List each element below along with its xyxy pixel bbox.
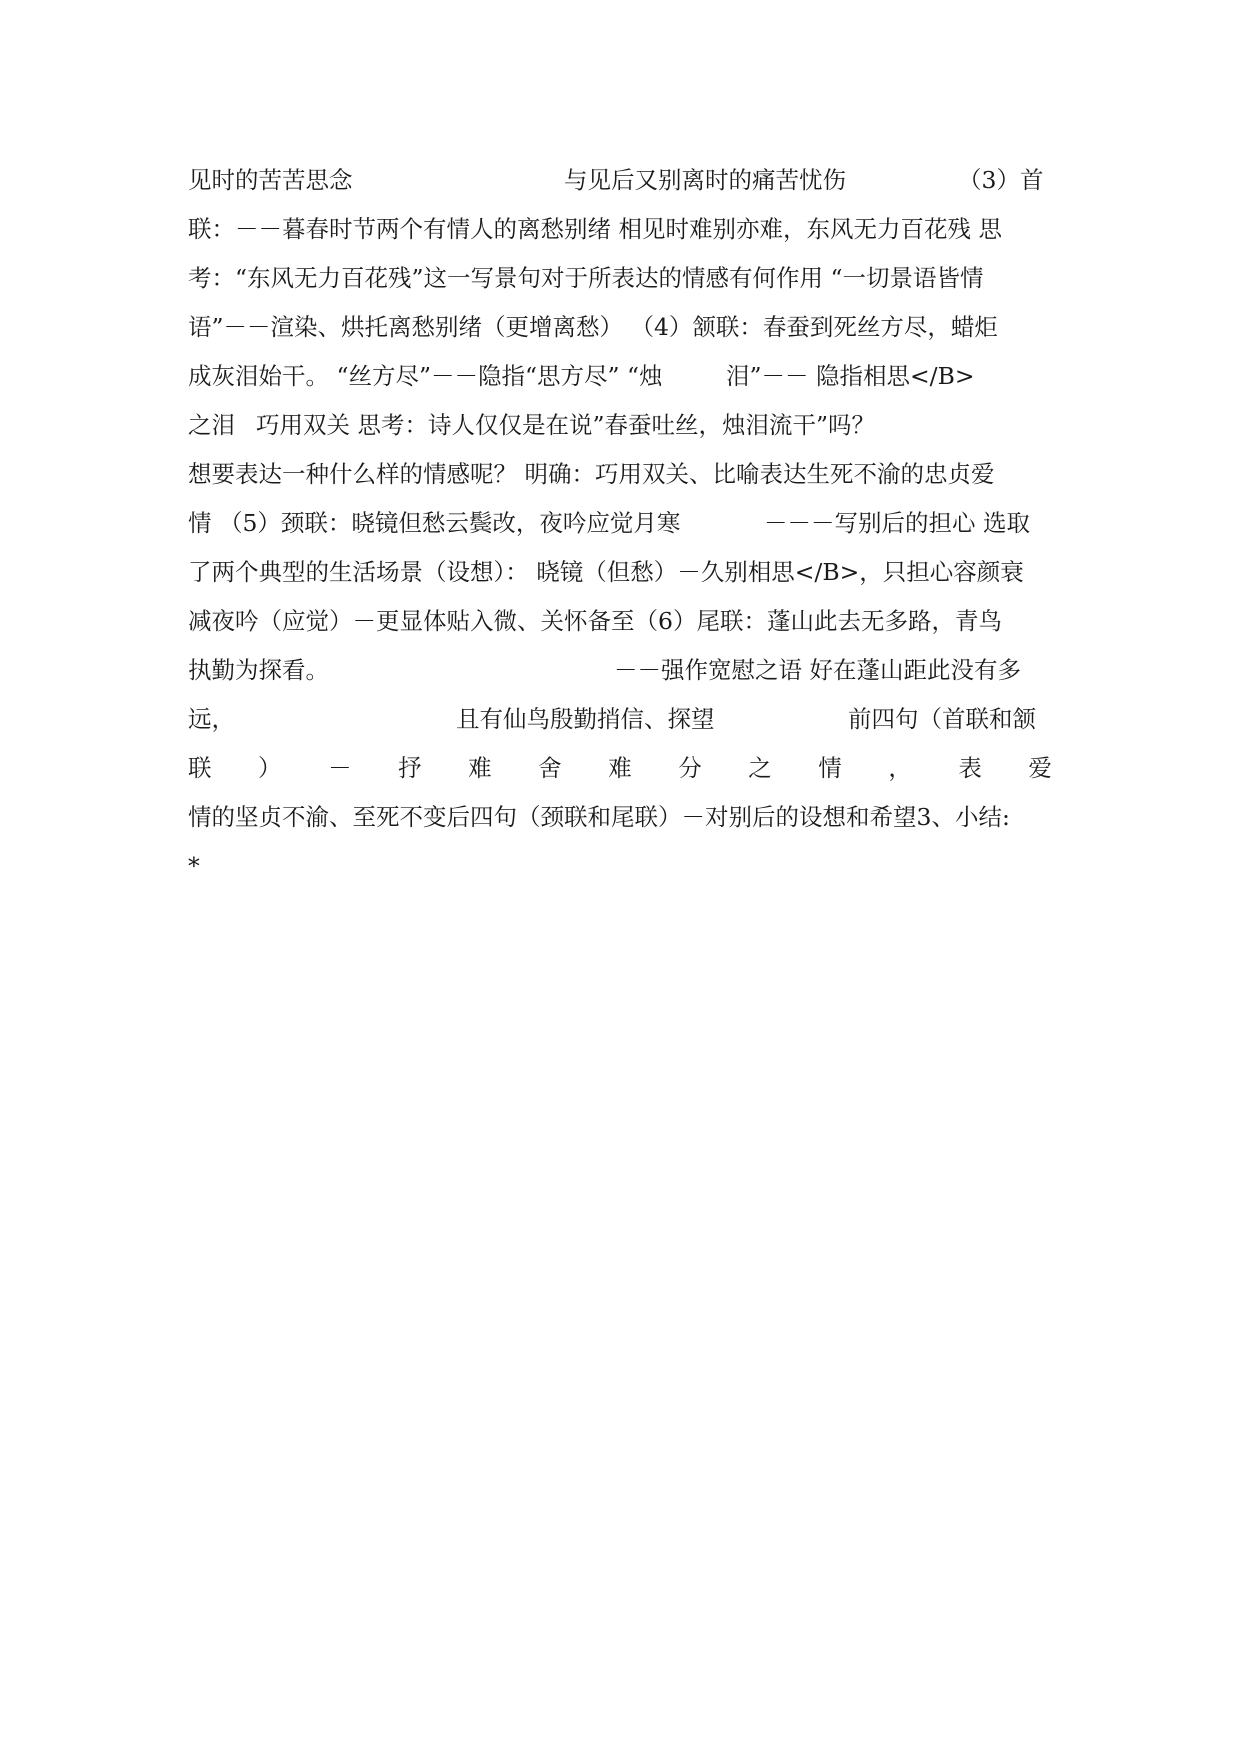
text-segment: 之泪 (188, 411, 235, 439)
text-segment: 执勤为探看。 (188, 656, 329, 684)
text-segment: 联 (188, 754, 212, 782)
text-segment: 联：－－暮春时节两个有情人的离愁别绪 相见时难别亦难，东风无力百花残 思 (188, 215, 1002, 243)
text-segment: 泪”－－ 隐指相思</B> (726, 362, 975, 390)
text-segment: 舍 (538, 754, 562, 782)
text-segment: 前四句（首联和颔 (848, 705, 1036, 733)
text-line-10 (188, 597, 1054, 646)
text-segment: 爱 (1028, 754, 1052, 782)
text-line-5 (188, 352, 1054, 401)
text-line-11 (188, 646, 1054, 695)
text-line-13 (188, 744, 1052, 793)
text-segment: 与见后又别离时的痛苦忧伤 (564, 166, 846, 194)
text-line-12 (188, 695, 1054, 744)
text-segment: 且有仙鸟殷勤捎信、探望 (456, 705, 715, 733)
text-segment: ， (888, 754, 912, 782)
text-segment: 见时的苦苦思念 (188, 166, 353, 194)
text-segment: 抒 (398, 754, 422, 782)
text-segment: 远， (188, 705, 235, 733)
text-line-8 (188, 499, 1054, 548)
text-segment: 巧用双关 思考：诗人仅仅是在说”春蚕吐丝，烛泪流干”吗？ (256, 411, 875, 439)
text-line-14 (188, 793, 1054, 842)
text-line-9 (188, 548, 1054, 597)
text-segment: （3）首 (958, 166, 1044, 194)
text-segment: －－－写别后的担心 选取 (764, 509, 1030, 537)
text-segment: 减夜吟（应觉）－更显体贴入微、关怀备至（6）尾联：蓬山此去无多路，青鸟 (188, 607, 1002, 635)
text-line-7 (188, 450, 1054, 499)
text-segment: 之 (748, 754, 772, 782)
text-line-6 (188, 401, 1054, 450)
text-segment: 情 （5）颈联：晓镜但愁云鬓改，夜吟应觉月寒 (188, 509, 681, 537)
text-segment: 考：“东风无力百花残”这一写景句对于所表达的情感有何作用 “一切景语皆情 (188, 264, 984, 292)
text-line-15 (188, 842, 1054, 891)
text-segment: 成灰泪始干。 “丝方尽”－－隐指“思方尽” “烛 (188, 362, 663, 390)
text-line-1 (188, 156, 1054, 205)
text-segment: 分 (678, 754, 702, 782)
text-line-2 (188, 205, 1054, 254)
text-segment: 情的坚贞不渝、至死不变后四句（颈联和尾联）－对别后的设想和希望3、小结: (188, 803, 1010, 831)
text-segment: 想要表达一种什么样的情感呢？ 明确：巧用双关、比喻表达生死不渝的忠贞爱 (188, 460, 995, 488)
text-segment: － (328, 754, 352, 782)
text-line-4 (188, 303, 1054, 352)
text-segment: 难 (468, 754, 492, 782)
text-segment: 了两个典型的生活场景（设想）： 晓镜（但愁）－久别相思</B>，只担心容颜衰 (188, 558, 1024, 586)
text-line-3 (188, 254, 1054, 303)
text-segment: 情 (818, 754, 842, 782)
text-segment: * (188, 852, 200, 880)
body-text (188, 156, 1054, 891)
text-segment: 难 (608, 754, 632, 782)
text-segment: 表 (958, 754, 982, 782)
text-segment: 语”－－渲染、烘托离愁别绪（更增离愁） （4）颔联：春蚕到死丝方尽，蜡炬 (188, 313, 998, 341)
text-segment: ） (258, 754, 282, 782)
text-segment: －－强作宽慰之语 好在蓬山距此没有多 (614, 656, 1021, 684)
